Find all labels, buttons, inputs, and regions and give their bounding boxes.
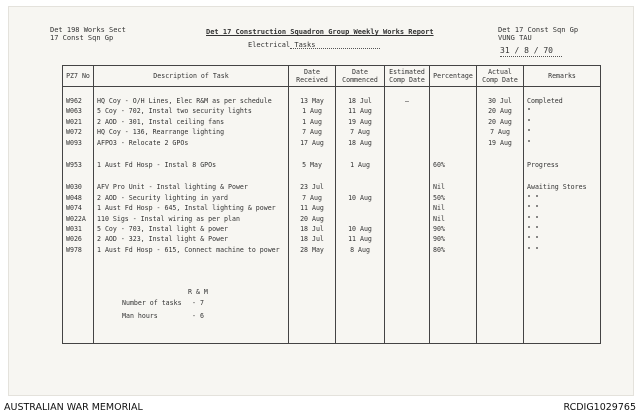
remarks: Progress (524, 160, 601, 170)
col-header-estimated: Estimated Comp Date (385, 66, 430, 87)
actual-comp-date: 30 Jul (477, 96, 524, 106)
date-commenced: 10 Aug (336, 193, 385, 203)
actual-comp-date: 20 Aug (477, 106, 524, 116)
spacer-cell (385, 170, 430, 182)
empty-cell (63, 255, 94, 344)
row-spacer (63, 170, 601, 182)
task-description: HQ Coy - 136, Rearrange lighting (94, 127, 289, 137)
unit-line-1: Det 17 Const Sqn Gp (498, 26, 579, 34)
estimated-comp-date: – (385, 96, 430, 106)
percentage: 50% (430, 193, 477, 203)
empty-cell (385, 255, 430, 344)
estimated-comp-date (385, 214, 430, 224)
date-commenced: 18 Jul (336, 96, 385, 106)
table-row (63, 193, 601, 203)
actual-comp-date (477, 214, 524, 224)
percentage: Nil (430, 182, 477, 192)
percentage: 90% (430, 224, 477, 234)
spacer-cell (63, 87, 94, 97)
percentage: Nil (430, 203, 477, 213)
col-header-percentage: Percentage (430, 66, 477, 87)
estimated-comp-date (385, 160, 430, 170)
date-commenced: 8 Aug (336, 245, 385, 255)
date-commenced (336, 214, 385, 224)
date-received: 23 Jul (289, 182, 336, 192)
task-description: 5 Coy - 703, Instal light & power (94, 224, 289, 234)
task-number: W953 (63, 160, 94, 170)
spacer-cell (336, 148, 385, 160)
percentage (430, 127, 477, 137)
spacer-cell (289, 170, 336, 182)
task-number: W026 (63, 234, 94, 244)
actual-comp-date: 20 Aug (477, 117, 524, 127)
estimated-comp-date (385, 234, 430, 244)
spacer-cell (430, 148, 477, 160)
percentage (430, 96, 477, 106)
date-commenced (336, 203, 385, 213)
task-description: 110 Sigs - Instal wiring as per plan (94, 214, 289, 224)
date-commenced (336, 182, 385, 192)
row-spacer (63, 148, 601, 160)
col-header-no: PZ7 No (63, 66, 94, 87)
percentage: Nil (430, 214, 477, 224)
percentage: 60% (430, 160, 477, 170)
table-row (63, 96, 601, 106)
spacer-cell (477, 170, 524, 182)
estimated-comp-date (385, 182, 430, 192)
remarks: Awaiting Stores (524, 182, 601, 192)
col-header-received: Date Received (289, 66, 336, 87)
sender-block (50, 26, 126, 42)
actual-comp-date: 19 Aug (477, 138, 524, 148)
remarks: " (524, 127, 601, 137)
date-received: 11 Aug (289, 203, 336, 213)
estimated-comp-date (385, 203, 430, 213)
table-row (63, 160, 601, 170)
date-commenced: 18 Aug (336, 138, 385, 148)
table-row (63, 106, 601, 116)
percentage (430, 117, 477, 127)
actual-comp-date (477, 160, 524, 170)
spacer-cell (477, 148, 524, 160)
spacer-cell (336, 170, 385, 182)
spacer-cell (524, 87, 601, 97)
estimated-comp-date (385, 127, 430, 137)
task-description: 5 Coy - 702, Instal two security lights (94, 106, 289, 116)
table-row (63, 245, 601, 255)
row-spacer (63, 87, 601, 97)
percentage (430, 106, 477, 116)
date-received: 13 May (289, 96, 336, 106)
estimated-comp-date (385, 106, 430, 116)
date-commenced: 19 Aug (336, 117, 385, 127)
estimated-comp-date (385, 245, 430, 255)
spacer-cell (63, 170, 94, 182)
archive-name: AUSTRALIAN WAR MEMORIAL (4, 402, 143, 413)
task-description: 2 AOD - 323, Instal light & Power (94, 234, 289, 244)
spacer-cell (63, 148, 94, 160)
summary-tasks-value: - 7 (192, 299, 204, 307)
remarks: " (524, 106, 601, 116)
task-description: 1 Aust Fd Hosp - 645, Instal lighting & power (94, 203, 289, 213)
date-commenced: 11 Aug (336, 106, 385, 116)
date-received: 28 May (289, 245, 336, 255)
summary-tasks-label: Number of tasks (122, 299, 182, 307)
date-received: 18 Jul (289, 224, 336, 234)
task-number: W030 (63, 182, 94, 192)
spacer-cell (477, 87, 524, 97)
col-header-remarks: Remarks (524, 66, 601, 87)
estimated-comp-date (385, 224, 430, 234)
spacer-cell (430, 87, 477, 97)
table-row (63, 234, 601, 244)
date-received: 7 Aug (289, 193, 336, 203)
actual-comp-date (477, 234, 524, 244)
date-received: 1 Aug (289, 106, 336, 116)
empty-cell (336, 255, 385, 344)
table-row (63, 203, 601, 213)
spacer-cell (524, 170, 601, 182)
spacer-cell (289, 148, 336, 160)
col-header-description: Description of Task (94, 66, 289, 87)
sender-line-1: Det 198 Works Sect (50, 26, 126, 34)
unit-block (498, 26, 578, 42)
spacer-cell (94, 170, 289, 182)
date-commenced: 1 Aug (336, 160, 385, 170)
date-received: 1 Aug (289, 117, 336, 127)
task-number: W962 (63, 96, 94, 106)
actual-comp-date (477, 245, 524, 255)
table-header-row (63, 66, 601, 87)
task-number: W031 (63, 224, 94, 234)
sender-line-2: 17 Const Sqn Gp (50, 34, 114, 42)
empty-cell (477, 255, 524, 344)
date-commenced: 7 Aug (336, 127, 385, 137)
col-header-commenced: Date Commenced (336, 66, 385, 87)
date-received: 7 Aug (289, 127, 336, 137)
actual-comp-date (477, 203, 524, 213)
percentage (430, 138, 477, 148)
col-header-actual: Actual Comp Date (477, 66, 524, 87)
date-received: 20 Aug (289, 214, 336, 224)
spacer-cell (94, 148, 289, 160)
actual-comp-date: 7 Aug (477, 127, 524, 137)
date-commenced: 11 Aug (336, 234, 385, 244)
actual-comp-date (477, 193, 524, 203)
table-row (63, 182, 601, 192)
table-row (63, 127, 601, 137)
percentage: 90% (430, 234, 477, 244)
table-row (63, 214, 601, 224)
remarks: " " (524, 203, 601, 213)
archive-id: RCDIG1029765 (563, 402, 636, 413)
task-number: W072 (63, 127, 94, 137)
remarks: " " (524, 193, 601, 203)
table-row (63, 224, 601, 234)
empty-cell (430, 255, 477, 344)
estimated-comp-date (385, 117, 430, 127)
remarks: " " (524, 214, 601, 224)
unit-line-2: VUNG TAU (498, 34, 532, 42)
remarks: " " (524, 245, 601, 255)
remarks: " " (524, 224, 601, 234)
task-description: 1 Aust Fd Hosp - 615, Connect machine to power (94, 245, 289, 255)
date-received: 5 May (289, 160, 336, 170)
report-subtitle: Electrical Tasks (248, 41, 316, 49)
report-date: 31 / 8 / 70 (500, 46, 553, 55)
date-commenced: 10 Aug (336, 224, 385, 234)
remarks: " (524, 138, 601, 148)
estimated-comp-date (385, 193, 430, 203)
actual-comp-date (477, 224, 524, 234)
dotted-rule (290, 48, 380, 49)
task-description: 2 AOD - 301, Instal ceiling fans (94, 117, 289, 127)
remarks: " " (524, 234, 601, 244)
empty-cell (289, 255, 336, 344)
percentage: 80% (430, 245, 477, 255)
spacer-cell (430, 170, 477, 182)
summary-heading: R & M (188, 288, 208, 296)
spacer-cell (385, 148, 430, 160)
task-number: W048 (63, 193, 94, 203)
task-description: 1 Aust Fd Hosp - Instal 8 GPOs (94, 160, 289, 170)
summary-hours-value: - 6 (192, 312, 204, 320)
task-number: W063 (63, 106, 94, 116)
spacer-cell (289, 87, 336, 97)
task-description: AFPO3 - Relocate 2 GPOs (94, 138, 289, 148)
table-row (63, 117, 601, 127)
task-description: AFV Pro Unit - Instal lighting & Power (94, 182, 289, 192)
spacer-cell (336, 87, 385, 97)
empty-cell (524, 255, 601, 344)
date-received: 18 Jul (289, 234, 336, 244)
actual-comp-date (477, 182, 524, 192)
table-row (63, 138, 601, 148)
date-received: 17 Aug (289, 138, 336, 148)
remarks: " (524, 117, 601, 127)
task-number: W022A (63, 214, 94, 224)
task-number: W978 (63, 245, 94, 255)
estimated-comp-date (385, 138, 430, 148)
spacer-cell (385, 87, 430, 97)
spacer-cell (524, 148, 601, 160)
task-number: W074 (63, 203, 94, 213)
task-number: W021 (63, 117, 94, 127)
task-description: 2 AOD - Security lighting in yard (94, 193, 289, 203)
report-title: Det 17 Construction Squadron Group Weekly Works Report (206, 28, 434, 36)
date-rule (500, 56, 562, 57)
task-description: HQ Coy - O/H Lines, Elec R&M as per schedule (94, 96, 289, 106)
task-number: W093 (63, 138, 94, 148)
spacer-cell (94, 87, 289, 97)
remarks: Completed (524, 96, 601, 106)
summary-hours-label: Man hours (122, 312, 158, 320)
